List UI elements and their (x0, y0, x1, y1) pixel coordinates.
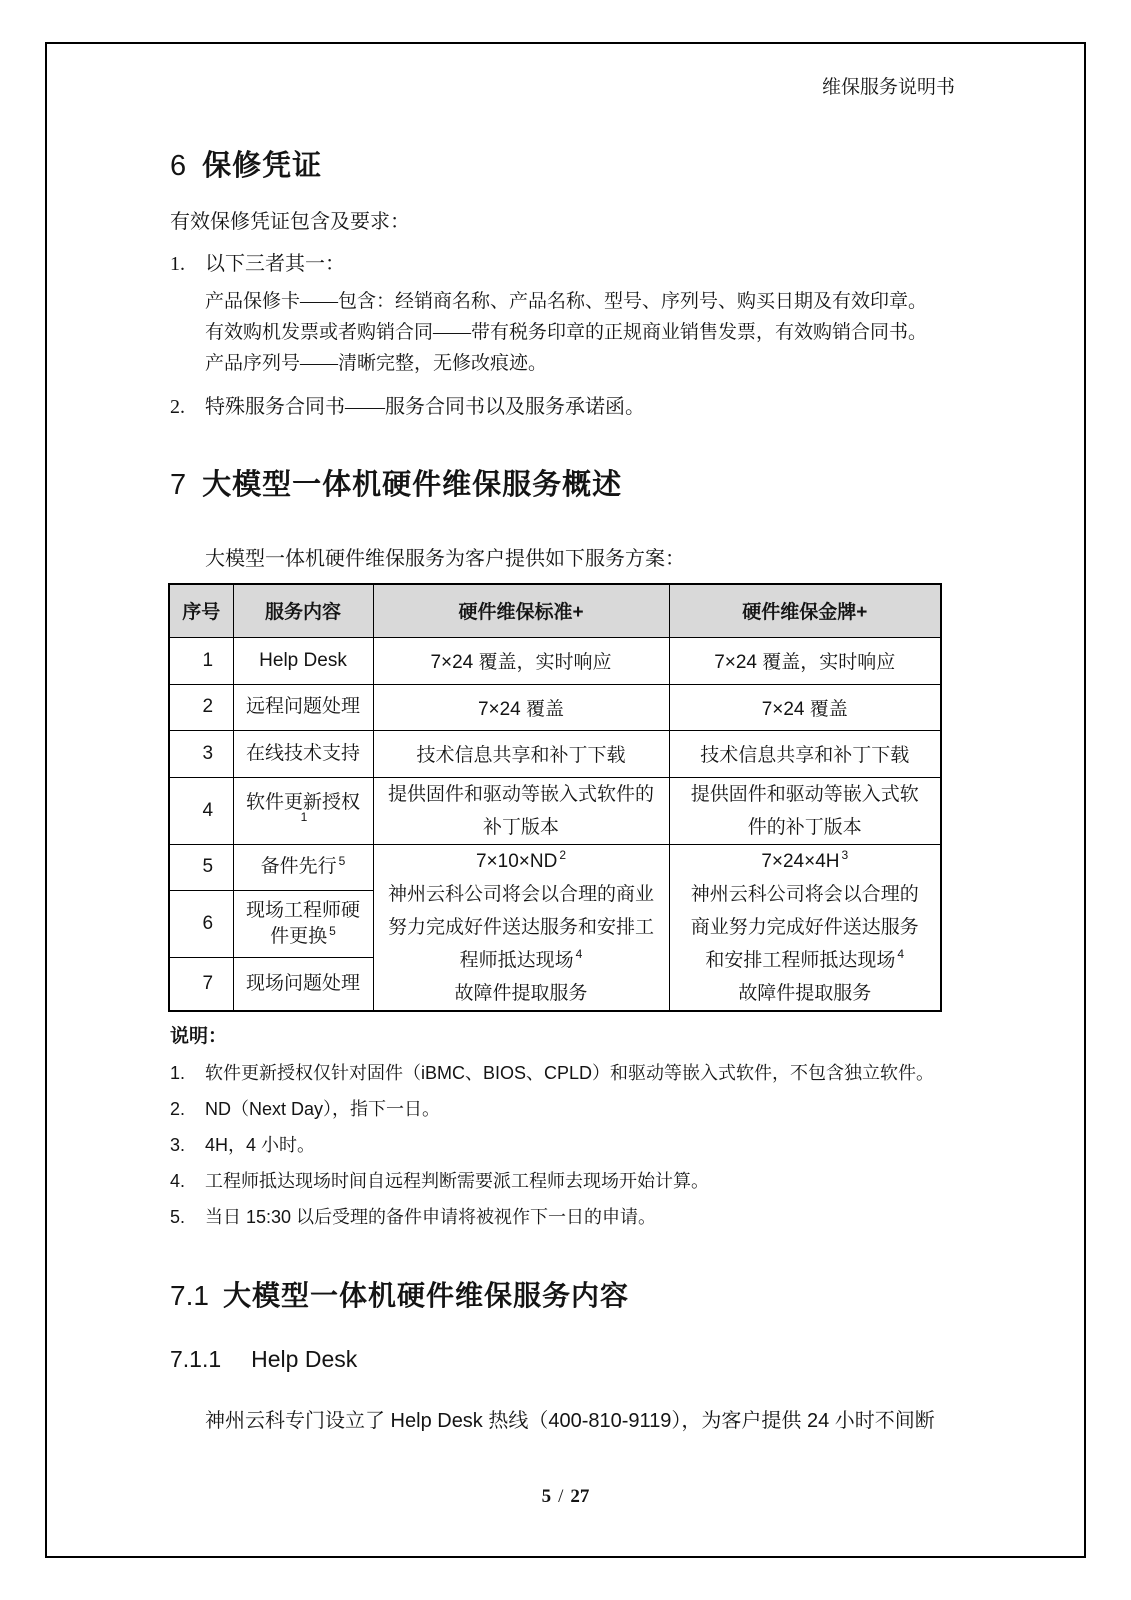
heading-title: 保修凭证 (202, 150, 323, 182)
note-item (170, 1096, 955, 1122)
detail-line: 产品保修卡——包含：经销商名称、产品名称、型号、序列号、购买日期及有效印章。 (205, 291, 928, 312)
cell-gold: 7×24 覆盖，实时响应 (669, 637, 941, 684)
cell-standard: 7×24 覆盖 (373, 684, 669, 730)
service-footnote-ref: 5 (329, 923, 336, 938)
merged-line: 神州云科公司将会以合理的商业努力完成好件送达服务和安排工程师抵达现场 $^4$ (387, 883, 654, 971)
cell-no: 2 (169, 684, 233, 730)
cell-no: 4 (169, 777, 233, 844)
cell-service (233, 777, 373, 844)
table-header-row (169, 584, 941, 637)
cell-no: 7 (169, 958, 233, 1011)
cell-gold: 提供固件和驱动等嵌入式软件的补丁版本 (669, 777, 941, 844)
header-cell-no: 序号 (169, 584, 233, 637)
merged-line: 故障件提取服务 (738, 982, 872, 1004)
item-text: 特殊服务合同书——服务合同书以及服务承诺函。 (205, 396, 645, 418)
cell-standard: 7×24 覆盖，实时响应 (373, 637, 669, 684)
page-separator: / (558, 1486, 564, 1507)
page-total: 27 (570, 1486, 590, 1507)
doc-header-title: 维保服务说明书 (821, 77, 955, 98)
note-item (170, 1060, 955, 1086)
cell-service: 远程问题处理 (233, 684, 373, 730)
cell-gold-merged (669, 844, 941, 1011)
note-item (170, 1204, 955, 1230)
service-footnote-ref: 5 (338, 854, 346, 869)
heading-number: 7.1 (170, 1279, 209, 1311)
table-row (169, 730, 941, 777)
item-number: 2. (170, 396, 185, 418)
cell-service (233, 844, 373, 891)
item-number: 1. (170, 253, 185, 275)
cell-gold: 7×24 覆盖 (669, 684, 941, 730)
cell-service (233, 891, 373, 958)
cell-gold: 技术信息共享和补丁下载 (669, 730, 941, 777)
service-name: 软件更新授权 (245, 791, 360, 813)
note-number: 4. (170, 1170, 186, 1191)
merged-line: 神州云科公司将会以合理的商业努力完成好件送达服务和安排工程师抵达现场 $^4$ (690, 883, 919, 971)
detail-line: 产品序列号——清晰完整，无修改痕迹。 (205, 353, 548, 374)
heading-title: 大模型一体机硬件维保服务概述 (202, 469, 623, 501)
heading-title: 大模型一体机硬件维保服务内容 (222, 1279, 629, 1311)
page-footer (0, 1486, 1131, 1508)
cell-no: 6 (169, 891, 233, 958)
footnote-ref: 2 (559, 848, 567, 863)
cell-no: 5 (169, 844, 233, 891)
detail-line: 有效购机发票或者购销合同——带有税务印章的正规商业销售发票，有效购销合同书。 (205, 322, 928, 343)
cell-service: Help Desk (233, 637, 373, 684)
note-item (170, 1168, 955, 1194)
cell-service: 现场问题处理 (233, 958, 373, 1011)
cell-standard-merged (373, 844, 669, 1011)
helpdesk-paragraph: 神州云科专门设立了 Help Desk 热线（400-810-9119），为客户提供 24 小时不间断 (205, 1409, 935, 1432)
note-text: 工程师抵达现场时间自远程判断需要派工程师去现场开始计算。 (205, 1170, 709, 1191)
table-row (169, 637, 941, 684)
service-name: 现场工程师硬件更换 (245, 900, 360, 948)
section-6-intro: 有效保修凭证包含及要求： (170, 211, 410, 233)
section-7-1-1-heading (170, 1344, 955, 1374)
heading-title: Help Desk (251, 1345, 358, 1372)
note-number: 2. (170, 1098, 186, 1119)
section-7-intro: 大模型一体机硬件维保服务为客户提供如下服务方案： (205, 548, 685, 570)
footnote-ref: 4 (575, 947, 583, 962)
header-cell-standard: 硬件维保标准+ (373, 584, 669, 637)
item-1-details (205, 286, 955, 379)
service-plan-table (168, 583, 942, 1012)
footnote-ref: 4 (897, 947, 905, 962)
merged-line: 7×24×4H $^3$ (761, 848, 849, 872)
section-7-1-heading (170, 1276, 955, 1316)
note-number: 5. (170, 1206, 186, 1227)
table-row (169, 684, 941, 730)
item-text: 以下三者其一： (205, 253, 345, 275)
merged-line: 故障件提取服务 (454, 982, 588, 1004)
cell-standard: 提供固件和驱动等嵌入式软件的补丁版本 (373, 777, 669, 844)
header-cell-service: 服务内容 (233, 584, 373, 637)
page-number: 5 (541, 1486, 552, 1507)
list-item-2 (170, 393, 955, 421)
heading-number: 7 (170, 469, 187, 501)
note-text: 当日 15:30 以后受理的备件申请将被视作下一日的申请。 (205, 1206, 657, 1227)
heading-number: 6 (170, 150, 187, 182)
table-row (169, 844, 941, 891)
section-7-heading (170, 465, 955, 505)
cell-no: 1 (169, 637, 233, 684)
footnote-ref: 3 (841, 848, 849, 863)
notes-label: 说明： (170, 1025, 228, 1047)
service-footnote-ref: 1 (300, 810, 308, 825)
note-number: 1. (170, 1062, 186, 1083)
note-text: ND（Next Day），指下一日。 (205, 1098, 441, 1119)
table-row (169, 777, 941, 844)
cell-no: 3 (169, 730, 233, 777)
note-text: 软件更新授权仅针对固件（iBMC、BIOS、CPLD）和驱动等嵌入式软件，不包含独立软件。 (205, 1062, 935, 1083)
service-name: 备件先行 (260, 856, 337, 878)
cell-standard: 技术信息共享和补丁下载 (373, 730, 669, 777)
merged-line: 7×10×ND $^2$ (475, 848, 567, 872)
list-item-1 (170, 250, 955, 278)
heading-number: 7.1.1 (170, 1345, 222, 1372)
note-number: 3. (170, 1134, 186, 1155)
note-item (170, 1132, 955, 1158)
section-6-heading (170, 146, 955, 186)
cell-service: 在线技术支持 (233, 730, 373, 777)
note-text: 4H，4 小时。 (205, 1134, 316, 1155)
header-cell-gold: 硬件维保金牌+ (669, 584, 941, 637)
